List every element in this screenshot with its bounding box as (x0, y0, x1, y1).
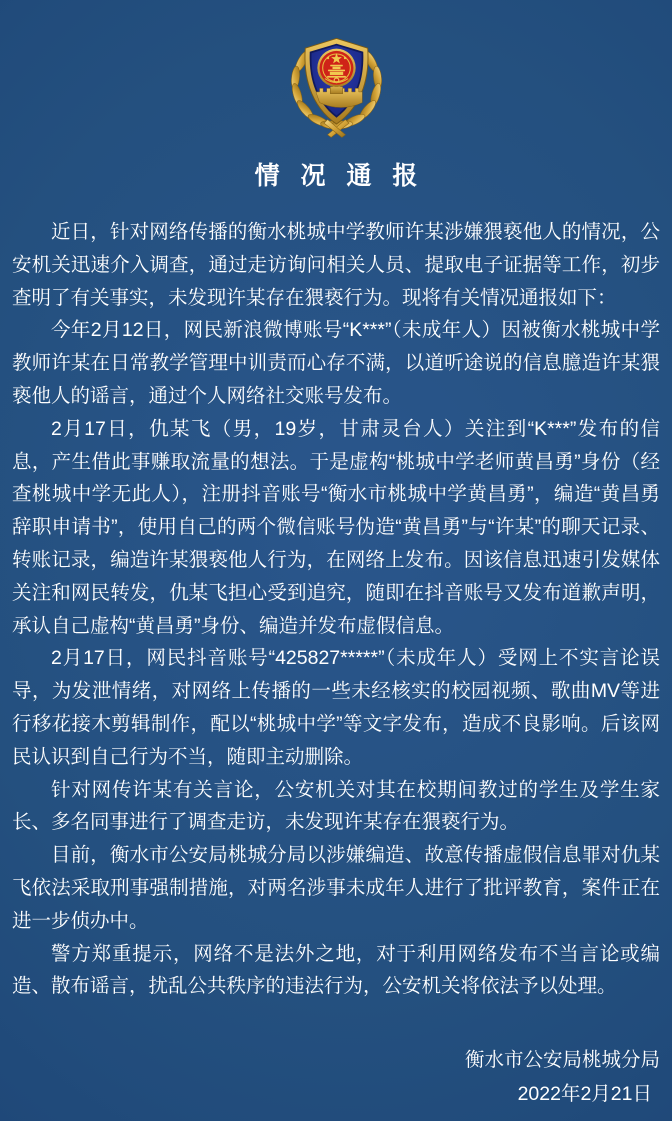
police-badge-icon (283, 27, 390, 139)
notice-paragraph-4: 2月17日，网民抖音账号“425827*****”（未成年人）受网上不实言论误导，为发泄情绪，对网络上传播的一些未经核实的校园视频、歌曲MV等进行移花接木剪辑制作，配以“桃城中学”等文字发布，造成不良影响。后该网民认识到自己行为不当，随即主动删除。 (12, 647, 660, 768)
notice-body (0, 192, 672, 1003)
notice-footer (0, 1043, 672, 1111)
issuing-authority: 衡水市公安局桃城分局 (464, 1049, 660, 1072)
notice-paragraph-5: 针对网传许某有关言论，公安机关对其在校期间教过的学生及学生家长、多名同事进行了调查走访，未发现许某存在猥亵行为。 (12, 778, 660, 834)
notice-paragraph-7: 警方郑重提示，网络不是法外之地，对于利用网络发布不当言论或编造、散布谣言，扰乱公共秩序的违法行为，公安机关将依法予以处理。 (12, 942, 660, 998)
badge-container (0, 0, 672, 139)
notice-title: 情 况 通 报 (254, 162, 425, 190)
notice-paragraph-2: 今年2月12日，网民新浪微博账号“K***”（未成年人）因被衡水桃城中学教师许某在日常教学管理中训责而心存不满，以道听途说的信息臆造许某猥亵他人的谣言，通过个人网络社交账号发布。 (12, 319, 660, 407)
notice-paragraph-6: 目前，衡水市公安局桃城分局以涉嫌编造、故意传播虚假信息罪对仇某飞依法采取刑事强制措施，对两名涉事未成年人进行了批评教育，案件正在进一步侦办中。 (12, 844, 660, 932)
issue-date: 2022年2月21日 (517, 1083, 652, 1106)
notice-paragraph-3: 2月17日，仇某飞（男，19岁，甘肃灵台人）关注到“K***”发布的信息，产生借此事赚取流量的想法。于是虚构“桃城中学老师黄昌勇”身份（经查桃城中学无此人），注册抖音账号“衡水市桃城中学黄昌勇”，编造“黄昌勇辞职申请书”，使用自己的两个微信账号伪造“黄昌勇”与“许某”的聊天记录、转账记录，编造许某猥亵他人行为，在网络上发布。因该信息迅速引发媒体关注和网民转发，仇某飞担心受到追究，随即在抖音账号又发布道歉声明，承认自己虚构“黄昌勇”身份、编造并发布虚假信息。 (12, 417, 661, 637)
notice-paragraph-1: 近日，针对网络传播的衡水桃城中学教师许某涉嫌猥亵他人的情况，公安机关迅速介入调查，通过走访询问相关人员、提取电子证据等工作，初步查明了有关事实，未发现许某存在猥亵行为。现将有关情况通报如下： (12, 221, 660, 309)
